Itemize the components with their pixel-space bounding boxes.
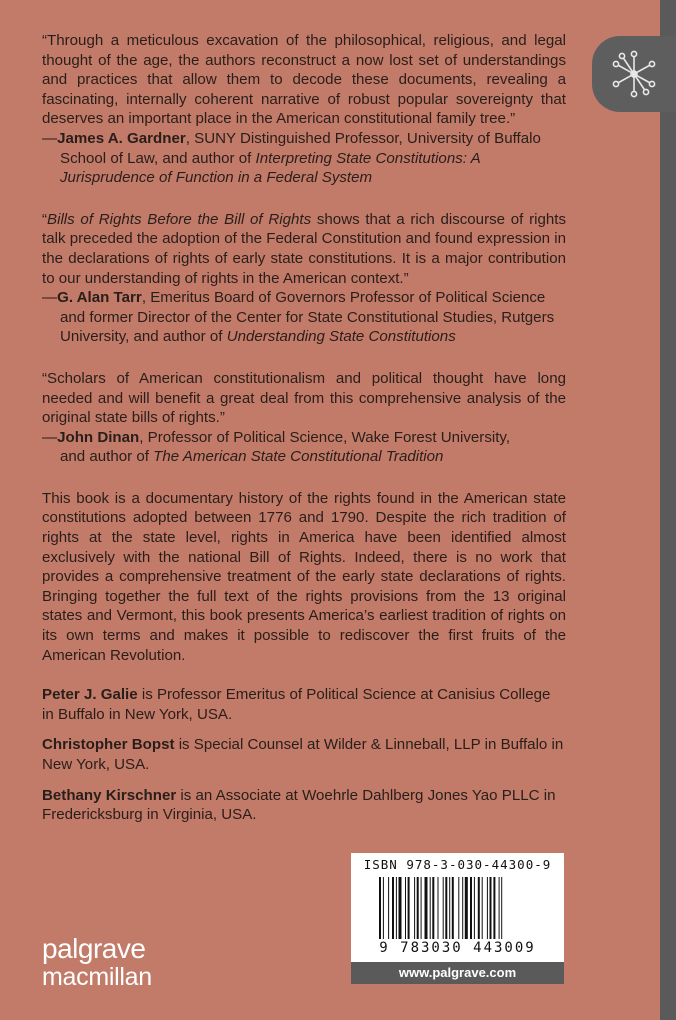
book-title: The American State Constitutional Tradition [153,448,444,466]
endorsement-1 [42,31,566,188]
endorsement-1-attribution: —James A. Gardner, SUNY Distinguished Professor, University of Buffalo School of Law, and author of Interpreting State Constitutions: A Jurisprudence of Function in a Federal System [42,129,541,187]
endorsement-1-text: “Through a meticulous excavation of the philosophical, religious, and legal thought of the age, the authors reconstruct a now lost set of understandings and practices that allow them to decode these documents, revealing a fascinating, internally coherent narrative of robust popular sovereignty that deserves an important place in the American constitutional family tree.” [42,32,566,128]
endorsement-2-text: “Bills of Rights Before the Bill of Rights shows that a rich discourse of rights talk preceded the adoption of the Federal Constitution and found expression in the declarations of rights of early state constitutions. It is a major contribution to our understanding of rights in the American context.” [42,210,566,287]
publisher-wordmark [42,935,152,991]
endorser-name: John Dinan [57,428,140,446]
book-description: This book is a documentary history of the rights found in the American state constitutions adopted between 1776 and 1790. Despite the rich tradition of rights at the state level, rights in America have been identified almost exclusively with the national Bill of Rights. Indeed, there is no work that provides a comprehensive treatment of the early state declarations of rights. Bringing together the full text of the rights provisions from the 13 original states and Vermont, this book presents America’s earliest tradition of rights on its own terms and makes it possible to rediscover the first fruits of the American Revolution. [42,489,566,664]
spine-edge [660,0,676,1020]
publisher-url[interactable]: www.palgrave.com [351,962,564,984]
publisher-logo-tab [592,36,676,112]
author-bio-3: Bethany Kirschner is an Associate at Woehrle Dahlberg Jones Yao PLLC in Fredericksburg in Virginia, USA. [42,786,556,824]
publisher-line-2: macmillan [42,963,152,991]
book-title: Interpreting State Constitutions: A Jurisprudence of Function in a Federal System [60,149,481,187]
author-name: Bethany Kirschner [42,786,177,804]
author-bio-2: Christopher Bopst is Special Counsel at Wilder & Linneball, LLP in Buffalo in New York, USA. [42,736,564,773]
endorsement-3-text: “Scholars of American constitutionalism and political thought have long needed and will benefit a great deal from this comprehensive analysis of the original state bills of rights.” [42,369,566,427]
isbn-label: ISBN 978-3-030-44300-9 [363,857,552,872]
endorser-name: James A. Gardner [57,129,186,147]
barcode-digits: 9 783030 443009 [379,940,536,956]
endorsement-3-attribution: —John Dinan, Professor of Political Science, Wake Forest University, and author of The American State Constitutional Tradition [42,428,511,466]
author-name: Christopher Bopst [42,736,175,754]
endorsement-2 [42,210,566,347]
publisher-line-1: palgrave [42,933,146,964]
palgrave-network-logo-icon [608,48,660,100]
author-name: Peter J. Galie [42,686,138,704]
book-title: Understanding State Constitutions [226,328,456,346]
endorsement-3 [42,369,566,467]
back-cover-text [42,31,566,836]
book-title: Bills of Rights Before the Bill of Rights [47,210,312,228]
isbn-barcode [351,853,564,984]
author-bio-1: Peter J. Galie is Professor Emeritus of Political Science at Canisius College in Buffalo in New York, USA. [42,686,551,723]
endorser-name: G. Alan Tarr [57,289,142,307]
barcode-bars [379,877,547,939]
endorsement-2-attribution: —G. Alan Tarr, Emeritus Board of Governors Professor of Political Science and former Director of the Center for State Constitutional Studies, Rutgers University, and author of Understanding State Constitutions [42,289,555,346]
